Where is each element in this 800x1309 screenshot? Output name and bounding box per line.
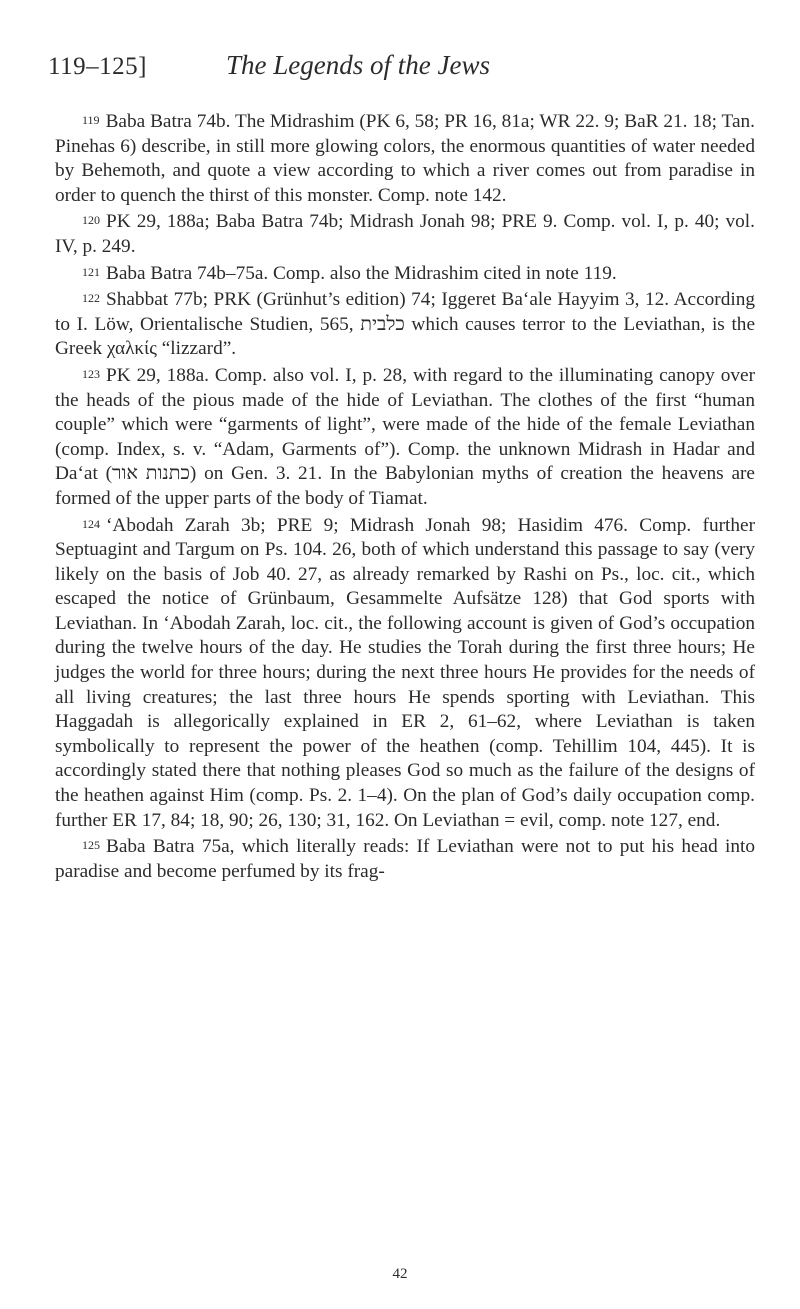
note-text: Baba Batra 74b–75a. Comp. also the Midrashim cited in note 119. (106, 262, 617, 284)
page-number: 42 (392, 1266, 408, 1282)
note-121 (55, 260, 755, 287)
note-text: PK 29, 188a; Baba Batra 74b; Midrash Jonah 98; PRE 9. Comp. vol. I, p. 40; vol. IV, p. 249. (55, 211, 755, 257)
running-header (48, 50, 758, 81)
note-text: PK 29, 188a. Comp. also vol. I, p. 28, with regard to the illuminating canopy over the heads of the pious made of the hide of Leviathan. The clothes of the first “human couple” which were “garments of light”, were made of the hide of the female Leviathan (comp. Index, s. v. “Adam, Garments of”). Comp. the unknown Midrash in Hadar and Da‘at (כתנות אור) on Gen. 3. 21. In the Babylonian myths of creation the heavens are formed of the upper parts of the body of Tiamat. (55, 364, 755, 509)
note-number: 122 (82, 291, 100, 306)
note-number: 120 (82, 213, 100, 228)
note-number: 125 (82, 838, 100, 853)
notes-body (55, 108, 755, 884)
note-122 (55, 286, 755, 362)
note-text: Baba Batra 75a, which literally reads: If Leviathan were not to put his head into paradise and become perfumed by its frag- (55, 836, 755, 882)
note-number: 119 (82, 113, 100, 127)
note-125 (55, 833, 755, 884)
note-120 (55, 208, 755, 259)
note-124 (55, 512, 755, 834)
note-number: 123 (82, 366, 100, 381)
note-range: 119–125] (48, 53, 147, 80)
note-number: 124 (82, 516, 100, 531)
note-text: ‘Abodah Zarah 3b; PRE 9; Midrash Jonah 98; Hasidim 476. Comp. further Septuagint and Targum on Ps. 104. 26, both of which understand this passage to say (very likely on the basis of Job 40. 27, as already remarked by Rashi on Ps., loc. cit., which escaped the notice of Grünbaum, Gesammelte Aufsätze 128) that God sports with Leviathan. In ‘Abodah Zarah, loc. cit., the following account is given of God’s occupation during the twelve hours of the day. He studies the Torah during the first three hours; He judges the world for three hours; during the next three hours He provides for the needs of all living creatures; the last three hours He spends sporting with Leviathan. This Haggadah is allegorically explained in ER 2, 61–62, where Leviathan is taken symbolically to represent the power of the heathen (comp. Tehillim 104, 445). It is accordingly stated there that nothing pleases God so much as the failure of the designs of the heathen against Him (comp. Ps. 2. 1–4). On the plan of God’s daily occupation comp. further ER 17, 84; 18, 90; 26, 130; 31, 162. On Leviathan = evil, comp. note 127, end. (55, 514, 755, 831)
note-number: 121 (82, 264, 100, 279)
note-text: Baba Batra 74b. The Midrashim (PK 6, 58; PR 16, 81a; WR 22. 9; BaR 21. 18; Tan. Pinehas 6) describe, in still more glowing colors, the enormous quantities of water needed by Behemoth, and quote a view according to which a river comes out from paradise in order to quench the thirst of this monster. Comp. note 142. (55, 111, 755, 206)
note-text: Shabbat 77b; PRK (Grünhut’s edition) 74; Iggeret Ba‘ale Hayyim 3, 12. According to I. Löw, Orientalische Studien, 565, כלבית which causes terror to the Leviathan, is the Greek χαλκίς “lizzard”. (55, 289, 756, 360)
note-123 (55, 362, 755, 512)
note-119 (55, 108, 755, 208)
running-title: The Legends of the Jews (226, 50, 490, 80)
